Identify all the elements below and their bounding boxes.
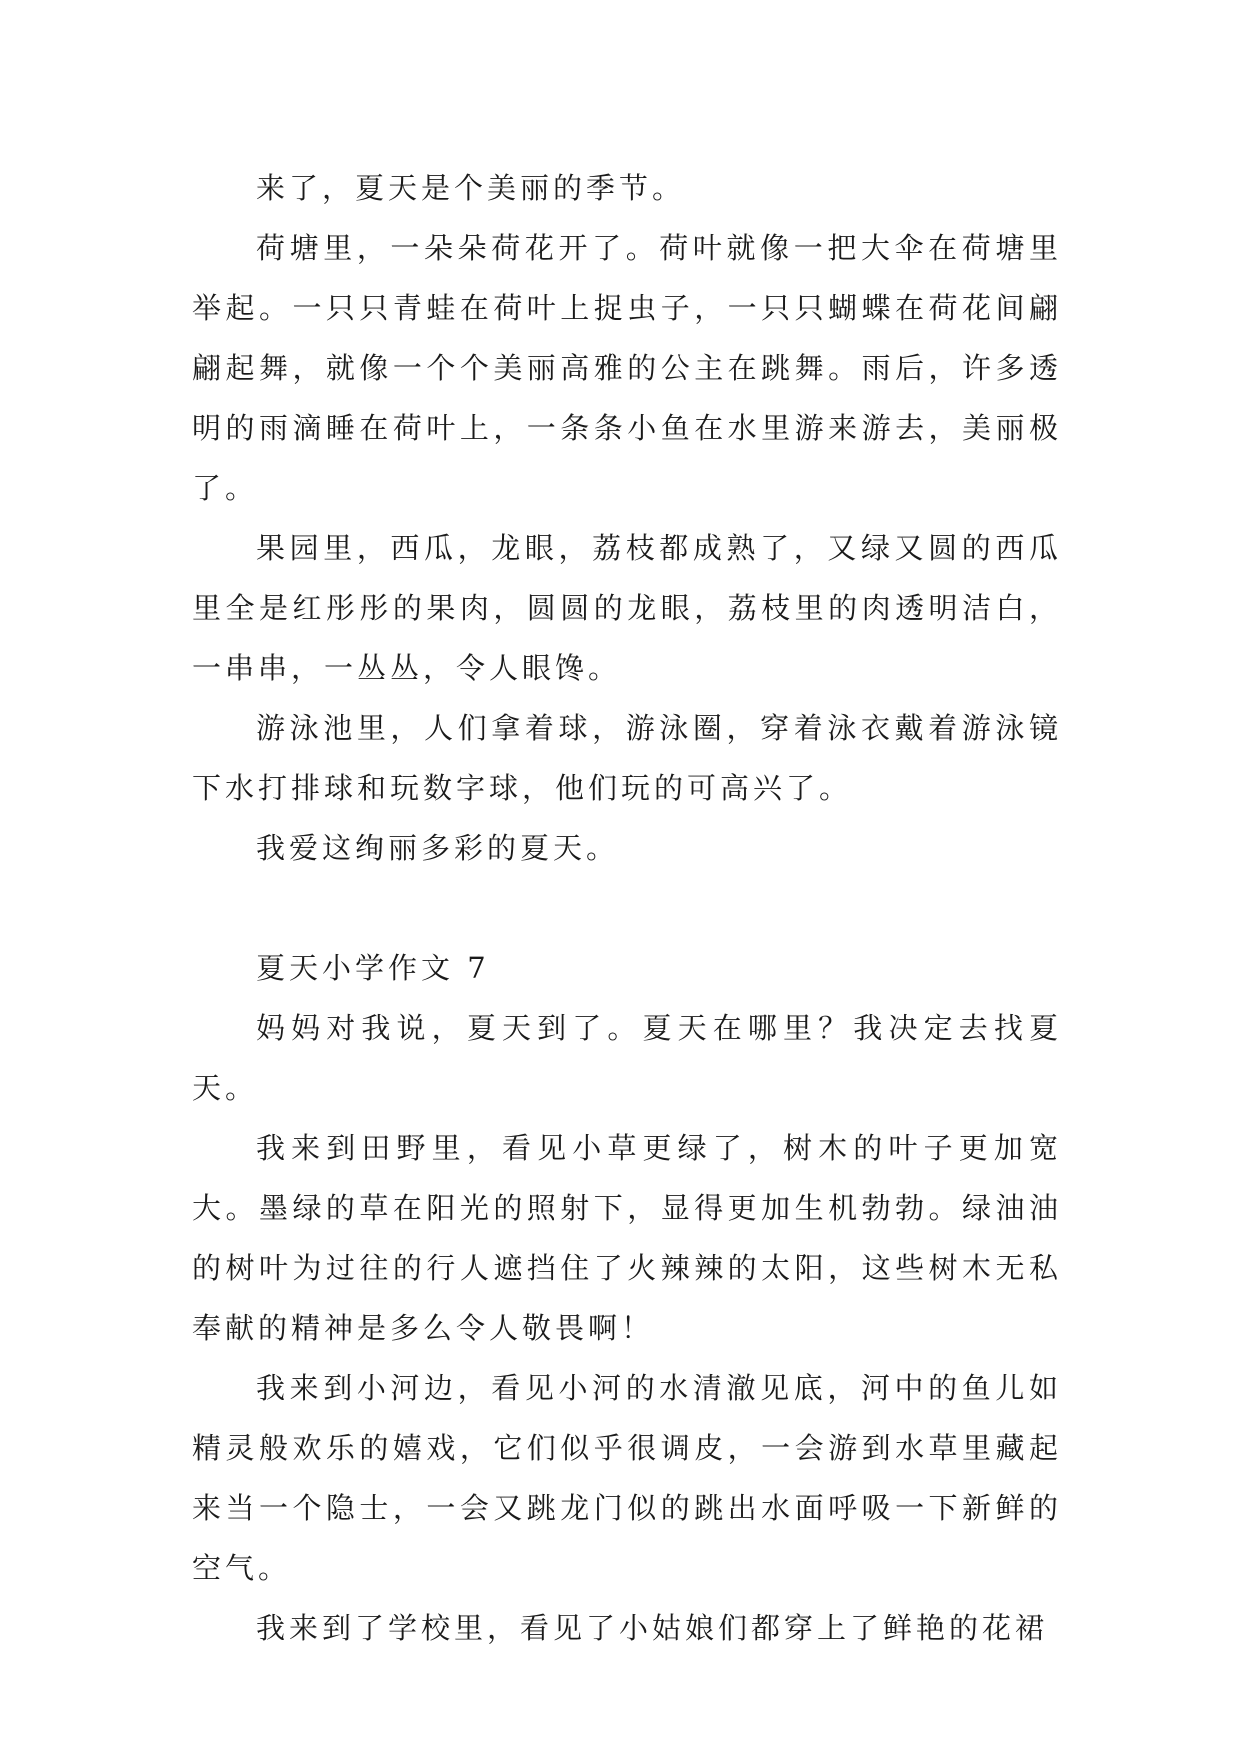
paragraph: 我爱这绚丽多彩的夏天。 (256, 831, 620, 865)
paragraph: 妈妈对我说，夏天到了。夏天在哪里？我决定去找夏天。 (192, 1011, 1062, 1105)
paragraph: 荷塘里，一朵朵荷花开了。荷叶就像一把大伞在荷塘里举起。一只只青蛙在荷叶上捉虫子，一只只蝴蝶在荷花间翩翩起舞，就像一个个美丽高雅的公主在跳舞。雨后，许多透明的雨滴睡在荷叶上，一条条小鱼在水里游来游去，美丽极了。 (192, 231, 1062, 505)
section-spacer (192, 878, 1062, 938)
section-title: 夏天小学作文 7 (256, 951, 490, 985)
paragraph: 我来到小河边，看见小河的水清澈见底，河中的鱼儿如精灵般欢乐的嬉戏，它们似乎很调皮，一会游到水草里藏起来当一个隐士，一会又跳龙门似的跳出水面呼吸一下新鲜的空气。 (192, 1371, 1062, 1585)
paragraph: 游泳池里，人们拿着球，游泳圈，穿着泳衣戴着游泳镜下水打排球和玩数字球，他们玩的可高兴了。 (192, 711, 1062, 805)
paragraph: 我来到田野里，看见小草更绿了，树木的叶子更加宽大。墨绿的草在阳光的照射下，显得更加生机勃勃。绿油油的树叶为过往的行人遮挡住了火辣辣的太阳，这些树木无私奉献的精神是多么令人敬畏啊！ (192, 1131, 1062, 1345)
document-body (192, 158, 1062, 1658)
paragraph: 我来到了学校里，看见了小姑娘们都穿上了鲜艳的花裙 (256, 1611, 1049, 1645)
paragraph: 来了，夏天是个美丽的季节。 (256, 171, 686, 205)
paragraph: 果园里，西瓜，龙眼，荔枝都成熟了，又绿又圆的西瓜里全是红彤彤的果肉，圆圆的龙眼，荔枝里的肉透明洁白，一串串，一丛丛，令人眼馋。 (192, 531, 1062, 685)
